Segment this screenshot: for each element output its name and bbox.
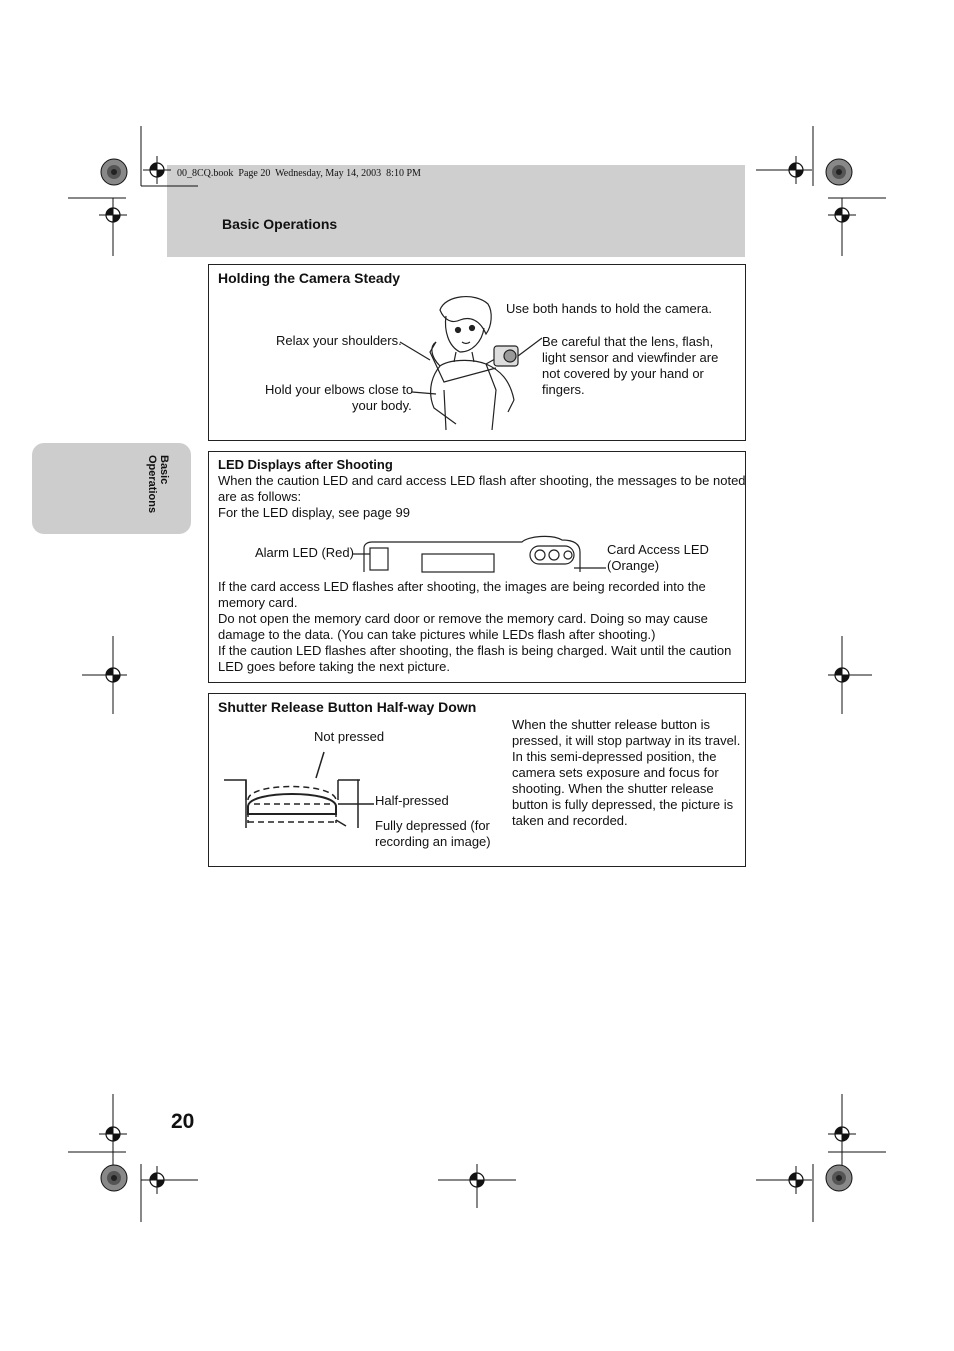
led-body-5: If the caution LED flashes after shooting, the flash is being charged. Wait until the caution (218, 643, 732, 658)
shutter-title: Shutter Release Button Half-way Down (218, 699, 477, 715)
led-body-2: memory card. (218, 595, 298, 610)
led-body-4: damage to the data. (You can take pictures while LEDs flash after shooting.) (218, 627, 656, 642)
shutter-desc-4: camera sets exposure and focus for (512, 765, 719, 780)
page-number: 20 (171, 1110, 195, 1133)
shutter-desc-1: When the shutter release button is (512, 717, 711, 732)
holding-careful-2: light sensor and viewfinder are (542, 350, 719, 365)
section-title: Basic Operations (222, 216, 338, 232)
print-info-line: 00_8CQ.book Page 20 Wednesday, May 14, 2003 8:10 PM (177, 168, 421, 179)
led-intro-2: are as follows: (218, 489, 302, 504)
led-intro-1: When the caution LED and card access LED flash after shooting, the messages to be noted (218, 473, 746, 488)
holding-careful-3: not covered by your hand or (542, 366, 704, 381)
holding-title: Holding the Camera Steady (218, 270, 401, 286)
shutter-desc-7: taken and recorded. (512, 813, 628, 828)
not-pressed-label: Not pressed (314, 729, 385, 744)
led-body-3: Do not open the memory card door or remove the memory card. Doing so may cause (218, 611, 708, 626)
led-body-6: LED goes before taking the next picture. (218, 659, 450, 674)
led-body-1: If the card access LED flashes after shooting, the images are being recorded into the (218, 579, 706, 594)
shutter-desc-2: pressed, it will stop partway in its travel. (512, 733, 741, 748)
side-tab-label: Basic Operations (146, 455, 170, 514)
holding-careful-1: Be careful that the lens, flash, (542, 334, 714, 349)
holding-relax: Relax your shoulders. (276, 333, 402, 348)
holding-use-both-hands: Use both hands to hold the camera. (506, 301, 712, 316)
fully-depressed-label-1: Fully depressed (for (375, 818, 490, 833)
alarm-led-label: Alarm LED (Red) (255, 545, 354, 560)
fully-depressed-label-2: recording an image) (375, 834, 491, 849)
half-pressed-label: Half-pressed (375, 793, 449, 808)
shutter-desc-3: In this semi-depressed position, the (512, 749, 717, 764)
holding-careful-4: fingers. (542, 382, 585, 397)
card-access-led-label-1: Card Access LED (607, 542, 709, 557)
led-intro-3: For the LED display, see page 99 (218, 505, 410, 520)
shutter-desc-5: shooting. When the shutter release (512, 781, 714, 796)
holding-elbows-1: Hold your elbows close to (265, 382, 414, 397)
card-access-led-label-2: (Orange) (607, 558, 660, 573)
holding-elbows-2: your body. (352, 398, 412, 413)
shutter-desc-6: button is fully depressed, the picture is (512, 797, 734, 812)
led-title: LED Displays after Shooting (218, 457, 393, 472)
